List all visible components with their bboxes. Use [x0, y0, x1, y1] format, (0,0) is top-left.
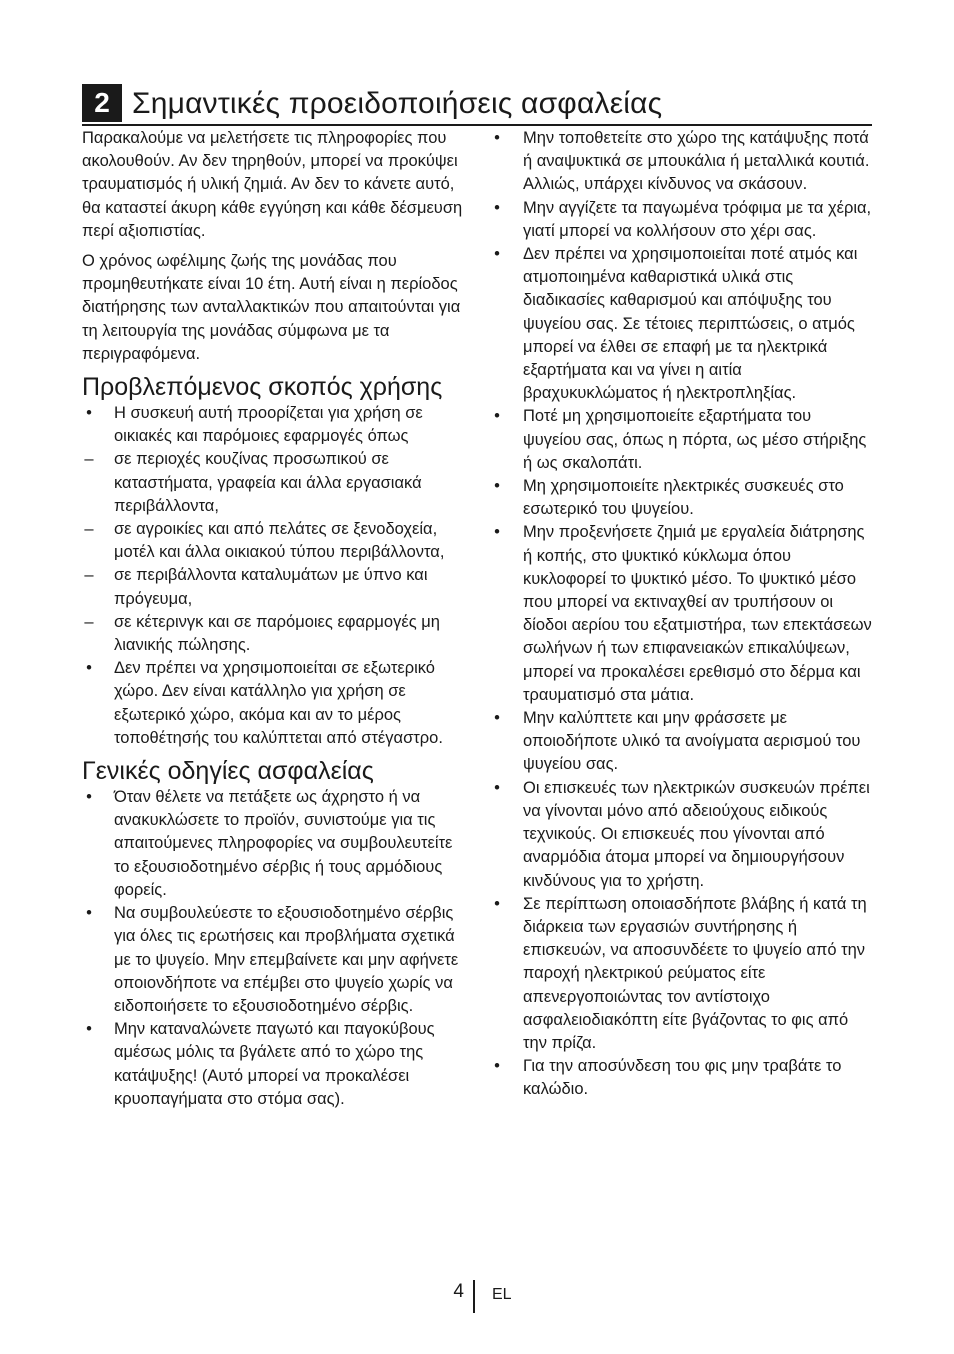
list-item-text: Μην καταναλώνετε παγωτό και παγοκύβους αμέσως μόλις τα βγάλετε από το χώρο της κατάψυξης! (Αυτό μπορεί να προκαλέσει κρυοπαγήματα στο στόμα σας). — [114, 1020, 435, 1108]
footer-divider — [473, 1280, 475, 1313]
list-item — [490, 197, 874, 243]
dash-mark: – — [84, 566, 94, 585]
list-item-text: σε αγροικίες και από πελάτες σε ξενοδοχεία, μοτέλ και άλλα οικιακού τύπου περιβάλλοντα, — [114, 520, 445, 562]
list-item-text: σε περιοχές κουζίνας προσωπικού σε καταστήματα, γραφεία και άλλα εργασιακά περιβάλλοντα, — [114, 450, 422, 515]
bullet-mark: • — [494, 894, 500, 913]
chapter-title: Σημαντικές προειδοποιήσεις ασφαλείας — [132, 87, 663, 120]
intro-paragraph: Ο χρόνος ωφέλιμης ζωής της μονάδας που προμηθευτήκατε είναι 10 έτη. Αυτή είναι η περίοδος διατήρησης των ανταλλακτικών που απαιτούνται για τη λειτουργία της μονάδας σύμφωνα με τα περιγραφόμενα. — [82, 252, 461, 363]
general-safety-list — [82, 786, 466, 1111]
list-item-text: Ποτέ μη χρησιμοποιείτε εξαρτήματα του ψυγείου σας, όπως η πόρτα, ως μέσο στήριξης ή ως σκαλοπάτι. — [523, 407, 867, 472]
list-item — [490, 777, 874, 893]
list-item — [490, 707, 874, 777]
list-item-text: Για την αποσύνδεση του φις μην τραβάτε το καλώδιο. — [523, 1057, 842, 1099]
safety-warnings-list — [490, 127, 874, 1102]
list-item-text: Μην καλύπτετε και μην φράσσετε με οποιοδήποτε υλικό τα ανοίγματα αερισμού του ψυγείου σας. — [523, 709, 861, 774]
intro-paragraph: Παρακαλούμε να μελετήσετε τις πληροφορίες που ακολουθούν. Αν δεν τηρηθούν, μπορεί να προκύψει τραυματισμός ή υλική ζημιά. Αν δεν το κάνετε αυτό, θα καταστεί άκυρη κάθε εγγύηση και κάθε δέσμευση περί αξιοπιστίας. — [82, 129, 463, 240]
list-item-text: Όταν θέλετε να πετάξετε ως άχρηστο ή να ανακυκλώσετε το προϊόν, συνιστούμε για τις απαιτούμενες πληροφορίες να συμβουλευτείτε το εξουσιοδοτημένο σέρβις ή τους αρμόδιους φορείς. — [114, 788, 453, 899]
list-item — [490, 243, 874, 405]
list-item-text: Μην αγγίζετε τα παγωμένα τρόφιμα με τα χέρια, γιατί μπορεί να κολλήσουν στο χέρι σας. — [523, 198, 872, 240]
list-item — [82, 657, 466, 750]
list-item-text: Η συσκευή αυτή προορίζεται για χρήση σε οικιακές και παρόμοιες εφαρμογές όπως — [114, 404, 423, 446]
list-item — [490, 405, 874, 475]
chapter-header — [82, 84, 872, 126]
list-item — [490, 521, 874, 707]
bullet-mark: • — [86, 904, 92, 923]
list-item-text: Σε περίπτωση οποιασδήποτε βλάβης ή κατά τη διάρκεια των εργασιών συντήρησης ή επισκευών, να αποσυνδέετε το ψυγείο από την παροχή ηλεκτρικού ρεύματος είτε απενεργοποιώντας τον αντίστοιχο ασφαλειοδιακόπτη είτε βγάζοντας το φις από την πρίζα. — [523, 894, 867, 1052]
list-item-text: σε περιβάλλοντα καταλυμάτων με ύπνο και πρόγευμα, — [114, 566, 428, 608]
list-item — [82, 902, 466, 1018]
dash-mark: – — [84, 520, 94, 539]
bullet-mark: • — [494, 709, 500, 728]
bullet-mark: • — [494, 523, 500, 542]
list-item-text: Δεν πρέπει να χρησιμοποιείται σε εξωτερικό χώρο. Δεν είναι κατάλληλο για χρήση σε εξωτερικό χώρο, ακόμα και αν το μέρος τοποθέτησής του καλύπτεται από στέγαστρο. — [114, 659, 443, 747]
chapter-number-badge: 2 — [82, 84, 122, 122]
list-item — [82, 402, 466, 448]
list-item — [490, 127, 874, 197]
list-item-text: Δεν πρέπει να χρησιμοποιείται ποτέ ατμός και ατμοποιημένα καθαριστικά υλικά στις διαδικασίες καθαρισμού και απόψυξης του ψυγείου σας. Σε τέτοιες περιπτώσεις, ο ατμός μπορεί να έλθει σε επαφή με τα ηλεκτρικά εξαρτήματα και να γίνει η αιτία βραχυκυκλώματος ή ηλεκτροπληξίας. — [523, 245, 858, 403]
list-item-text: Μην τοποθετείτε στο χώρο της κατάψυξης ποτά ή αναψυκτικά σε μπουκάλια ή μεταλλικά κουτιά. Αλλιώς, υπάρχει κίνδυνος να σκάσουν. — [523, 129, 870, 194]
intended-use-list — [82, 402, 466, 750]
list-item — [82, 786, 466, 902]
bullet-mark: • — [86, 659, 92, 678]
list-item — [82, 518, 466, 564]
list-item-text: Να συμβουλεύεστε το εξουσιοδοτημένο σέρβις για όλες τις ερωτήσεις και προβλήματα σχετικά με το ψυγείο. Μην επεμβαίνετε και μην αφήνετε οποιονδήποτε να επέμβει στο ψυγείο χωρίς να ειδοποιήσετε το εξουσιοδοτημένο σέρβις. — [114, 904, 459, 1015]
left-column — [82, 127, 466, 1111]
bullet-mark: • — [86, 788, 92, 807]
list-item — [82, 564, 466, 610]
bullet-mark: • — [494, 129, 500, 147]
bullet-mark: • — [494, 778, 500, 797]
right-column — [490, 127, 874, 1102]
section-heading-general-safety: Γενικές οδηγίες ασφαλείας — [82, 757, 374, 786]
list-item — [82, 611, 466, 657]
bullet-mark: • — [494, 198, 500, 217]
section-heading-intended-use: Προβλεπόμενος σκοπός χρήσης — [82, 373, 443, 402]
list-item — [82, 448, 466, 518]
bullet-mark: • — [494, 245, 500, 264]
bullet-mark: • — [494, 477, 500, 496]
list-item-text: Μη χρησιμοποιείτε ηλεκτρικές συσκευές στο εσωτερικό του ψυγείου. — [523, 477, 844, 519]
dash-mark: – — [84, 450, 94, 469]
bullet-mark: • — [494, 407, 500, 426]
list-item — [490, 475, 874, 521]
list-item — [490, 893, 874, 1055]
bullet-mark: • — [86, 1020, 92, 1039]
list-item — [490, 1055, 874, 1101]
list-item-text: Οι επισκευές των ηλεκτρικών συσκευών πρέπει να γίνονται μόνο από αδειούχους ειδικούς τεχνικούς. Οι επισκευές που γίνονται από αναρμόδια άτομα μπορεί να δημιουργήσουν κινδύνους για το χρήστη. — [523, 778, 870, 890]
dash-mark: – — [84, 612, 94, 631]
list-item-text: σε κέτερινγκ και σε παρόμοιες εφαρμογές μη λιανικής πώλησης. — [114, 612, 440, 655]
language-code: EL — [492, 1286, 512, 1303]
page-footer — [0, 1280, 954, 1310]
page-number: 4 — [453, 1281, 464, 1302]
bullet-mark: • — [86, 404, 92, 423]
list-item — [82, 1018, 466, 1111]
bullet-mark: • — [494, 1057, 500, 1076]
list-item-text: Μην προξενήσετε ζημιά με εργαλεία διάτρησης ή κοπής, στο ψυκτικό κύκλωμα όπου κυκλοφορεί το ψυκτικό μέσο. Το ψυκτικό μέσο που μπορεί να εκτιναχθεί αν τρυπήσουν οι δίοδοι αερίου του εξατμιστήρα, των επεκτάσεων σωλήνων ή των επιφανειακών επικαλύψεων, μπορεί να προκαλέσει ερεθισμό στο δέρμα και τραυματισμό στα μάτια. — [523, 523, 872, 704]
